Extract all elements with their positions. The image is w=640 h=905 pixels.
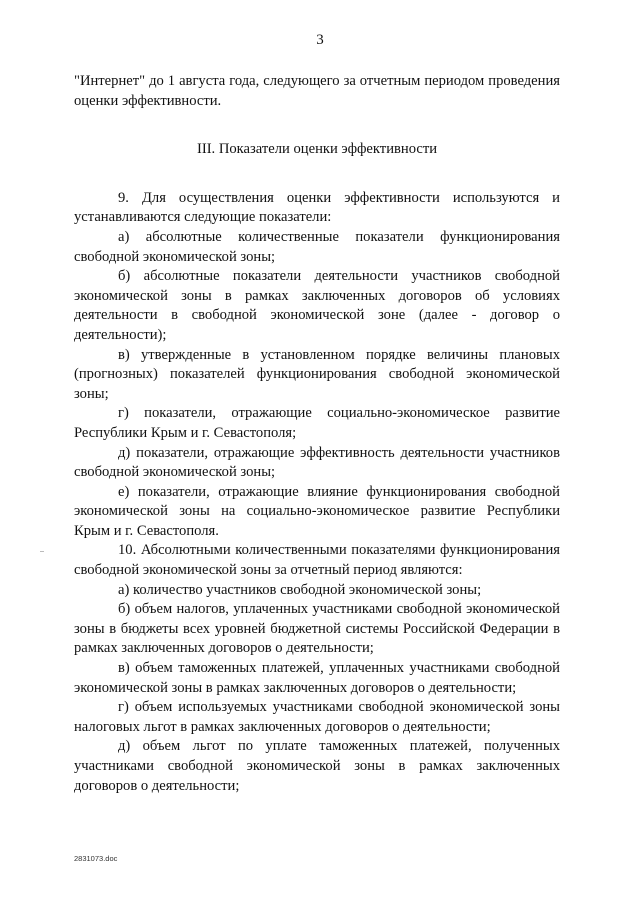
intro-paragraph: "Интернет" до 1 августа года, следующего за отчетным периодом проведения оценки эффективности. [74, 73, 560, 109]
footer-filename: 2831073.doc [74, 854, 118, 863]
paragraph-9d: д) показатели, отражающие эффективность деятельности участников свободной экономической зоны; [74, 444, 560, 481]
section-heading: III. Показатели оценки эффективности [196, 141, 438, 158]
paragraph-9g: г) показатели, отражающие социально-экономическое развитие Республики Крым и г. Севастополя; [74, 405, 560, 441]
paragraph-10: 10. Абсолютными количественными показателями функционирования свободной экономической зоны за отчетный период являются: [74, 542, 560, 579]
paragraph-9: 9. Для осуществления оценки эффективности используются и устанавливаются следующие показатели: [74, 189, 560, 226]
paragraph-9b: б) абсолютные показатели деятельности участников свободной экономической зоны в рамках заключенных договоров об условиях деятельности в свободной экономической зоне (далее - договор о деятельности); [74, 268, 560, 343]
paragraph-10b: б) объем налогов, уплаченных участниками свободной экономической зоны в бюджеты всех уровней бюджетной системы Российской Федерации в рамках заключенных договоров о деятельности; [74, 601, 560, 657]
margin-mark [40, 551, 44, 552]
paragraph-9v: в) утвержденные в установленном порядке величины плановых (прогнозных) показателей функционирования свободной экономической зоны; [74, 346, 560, 402]
paragraph-10v: в) объем таможенных платежей, уплаченных участниками свободной экономической зоны в рамках заключенных договоров о деятельности; [74, 660, 560, 696]
paragraph-10g: г) объем используемых участниками свободной экономической зоны налоговых льгот в рамках заключенных договоров о деятельности; [74, 699, 560, 735]
paragraph-9a: а) абсолютные количественные показатели функционирования свободной экономической зоны; [74, 228, 560, 265]
paragraph-10d: д) объем льгот по уплате таможенных платежей, полученных участниками свободной экономической зоны в рамках заключенных договоров о деятельности; [74, 738, 560, 794]
page-number: 3 [316, 32, 324, 48]
document-body [74, 72, 560, 796]
paragraph-10a: а) количество участников свободной экономической зоны; [118, 581, 482, 598]
paragraph-9e: е) показатели, отражающие влияние функционирования свободной экономической зоны на социально-экономическое развитие Республики Крым и г. Севастополя. [74, 483, 560, 539]
